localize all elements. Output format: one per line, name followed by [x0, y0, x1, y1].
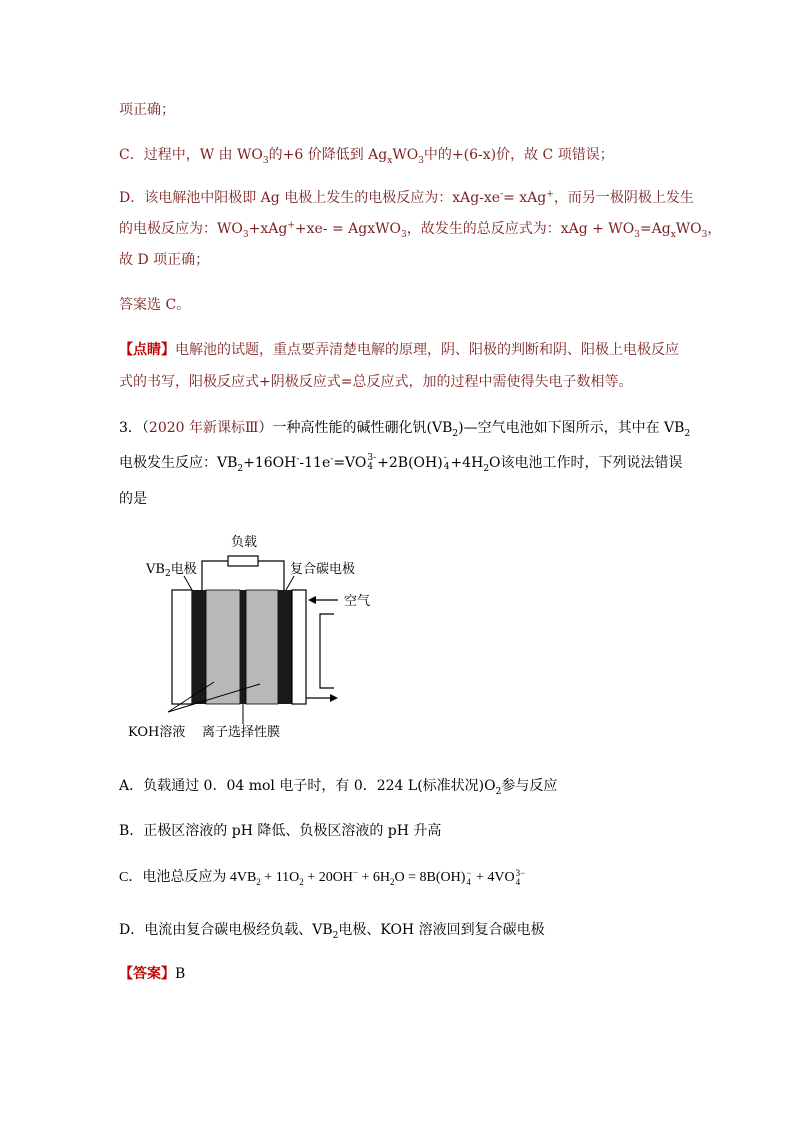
air-channel: [292, 590, 306, 704]
load-resistor: [228, 556, 258, 566]
q3-line1: 3．（2020 年新课标Ⅲ）一种高性能的碱性硼化钒$(VB_2)—$空气电池如下图所示，其中在 $VB_2$: [119, 420, 691, 439]
vb2-electrode: [192, 590, 206, 704]
ion-selective-membrane: [240, 590, 246, 704]
carbon-electrode-label: 复合碳电极: [290, 562, 356, 577]
koh-left-region: [206, 590, 240, 704]
air-label: 空气: [344, 594, 371, 609]
hint-line1: 【点睛】电解池的试题，重点要弄清楚电解的原理，阴、阳极的判断和阴、阳极上电极反应: [119, 342, 679, 358]
battery-diagram: [120, 528, 380, 750]
q3-line2: 电极发生反应：$VB_2+16OH^--11e^-=VO$ 3- 4 +2B(OH) - 4 $+4H_2O$该电池工作时，下列说法错误: [119, 453, 683, 474]
explanation-d-line1: D．该电解池中阳极即 Ag 电极上发生的电极反应为：xAg-xe-= xAg+，而另一极阴极上发生: [119, 189, 694, 206]
answer-line: [119, 964, 185, 984]
explanation-b-tail: 项正确；: [119, 102, 175, 118]
koh-label: KOH溶液: [128, 725, 186, 740]
hint-tag: 【点睛】: [119, 342, 175, 358]
explanation-d-line3: 故 D 项正确；: [119, 252, 210, 268]
option-c[interactable]: C．电池总反应为 $4VB_2 + 11O_2 + 20OH^- + 6H_2O = 8B(OH)$ − 4 + 4VO 3− 4: [119, 867, 526, 887]
wire-right: [258, 561, 284, 590]
answer-value: B: [175, 966, 186, 982]
option-a[interactable]: A．负载通过 0．04 mol 电子时，有 0．224 L(标准状况)$O_2$参与反应: [119, 778, 558, 797]
explanation-c: C．过程中，W 由 $WO_3$的+6 价降低到 $Ag_xWO_3$中的+(6-x)价，故 C 项错误；: [119, 147, 614, 166]
air-outlet-arrow: [330, 694, 338, 702]
cell-left-compartment: [172, 590, 192, 704]
explanation-d-line2: 的电极反应为：$WO_3+xAg^++xe-$ = AgxWO$_3$，故发生的总反应式为：xAg + $WO_3=Ag_xWO_3$，: [119, 220, 722, 240]
vb2-electrode-label: $VB_2$电极: [146, 562, 197, 579]
hint-line2: 式的书写，阳极反应式+阴极反应式=总反应式，加的过程中需使得失电子数相等。: [119, 374, 633, 390]
air-inlet-arrow: [308, 596, 316, 604]
q3-line3: 的是: [119, 491, 147, 507]
option-d[interactable]: D．电流由复合碳电极经负载、$VB_2$电极、KOH 溶液回到复合碳电极: [119, 922, 545, 941]
wire-left: [202, 561, 228, 590]
carbon-electrode: [278, 590, 292, 704]
membrane-label: 离子选择性膜: [202, 725, 281, 740]
answer-choice-c: 答案选 C。: [119, 297, 191, 313]
load-label: 负载: [231, 535, 258, 550]
q3-source: 2020 年新课标Ⅲ: [148, 420, 259, 436]
air-duct: [320, 614, 334, 688]
answer-tag: 【答案】: [119, 966, 175, 982]
option-b[interactable]: B．正极区溶液的 pH 降低、负极区溶液的 pH 升高: [119, 823, 442, 839]
